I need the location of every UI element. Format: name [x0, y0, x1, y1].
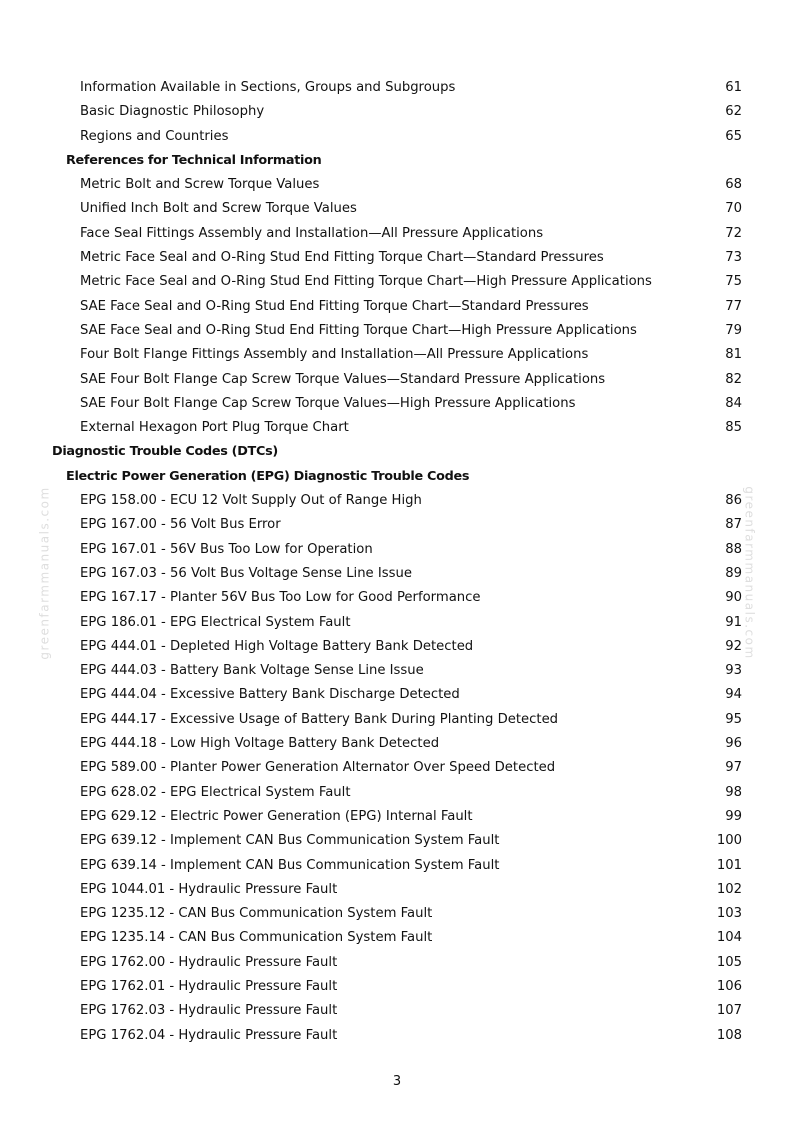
toc-entry-page-number: 98: [725, 784, 742, 800]
toc-entry-title: SAE Face Seal and O-Ring Stud End Fitting Torque Chart—Standard Pressures: [80, 298, 589, 314]
toc-entry[interactable]: [0, 902, 794, 926]
toc-section-heading[interactable]: [0, 465, 794, 489]
toc-entry[interactable]: [0, 392, 794, 416]
toc-entry[interactable]: [0, 197, 794, 221]
toc-entry-title: Electric Power Generation (EPG) Diagnostic Trouble Codes: [66, 468, 470, 484]
toc-entry-page-number: 99: [725, 808, 742, 824]
toc-entry[interactable]: [0, 538, 794, 562]
toc-entry-page-number: 94: [725, 687, 742, 703]
toc-entry[interactable]: [0, 173, 794, 197]
toc-entry-title: EPG 639.14 - Implement CAN Bus Communication System Fault: [80, 857, 500, 873]
toc-entry[interactable]: [0, 659, 794, 683]
toc-entry-page-number: 100: [716, 833, 742, 849]
toc-entry-page-number: 97: [725, 760, 742, 776]
toc-entry-page-number: 72: [725, 225, 742, 241]
toc-entry-title: EPG 1044.01 - Hydraulic Pressure Fault: [80, 881, 338, 897]
toc-entry-title: References for Technical Information: [66, 152, 322, 168]
toc-entry-title: EPG 1762.00 - Hydraulic Pressure Fault: [80, 954, 338, 970]
toc-entry-page-number: 108: [716, 1027, 742, 1043]
toc-entry-page-number: 102: [716, 881, 742, 897]
toc-entry-title: EPG 444.18 - Low High Voltage Battery Bank Detected: [80, 736, 440, 752]
toc-entry[interactable]: [0, 829, 794, 853]
toc-entry-page-number: 77: [725, 298, 742, 314]
toc-entry-title: External Hexagon Port Plug Torque Chart: [80, 420, 349, 436]
toc-entry[interactable]: [0, 416, 794, 440]
toc-entry[interactable]: [0, 489, 794, 513]
toc-entry-title: Basic Diagnostic Philosophy: [80, 104, 265, 120]
toc-entry-page-number: 106: [716, 978, 742, 994]
toc-entry-title: EPG 167.00 - 56 Volt Bus Error: [80, 517, 281, 533]
toc-entry-page-number: 91: [725, 614, 742, 630]
toc-entry-title: EPG 1762.03 - Hydraulic Pressure Fault: [80, 1003, 338, 1019]
toc-entry[interactable]: [0, 732, 794, 756]
toc-entry-page-number: 73: [725, 250, 742, 266]
toc-entry-title: SAE Four Bolt Flange Cap Screw Torque Values—Standard Pressure Applications: [80, 371, 606, 387]
toc-entry-page-number: 70: [725, 201, 742, 217]
toc-entry-page-number: 81: [725, 347, 742, 363]
toc-entry-page-number: 90: [725, 590, 742, 606]
toc-entry[interactable]: [0, 999, 794, 1023]
toc-entry-title: EPG 1235.12 - CAN Bus Communication System Fault: [80, 906, 433, 922]
toc-entry-title: EPG 167.03 - 56 Volt Bus Voltage Sense Line Issue: [80, 565, 412, 581]
toc-entry-title: Metric Face Seal and O-Ring Stud End Fitting Torque Chart—High Pressure Applications: [80, 274, 652, 290]
toc-entry[interactable]: [0, 319, 794, 343]
toc-entry-title: EPG 167.01 - 56V Bus Too Low for Operation: [80, 541, 373, 557]
toc-entry-title: EPG 1762.01 - Hydraulic Pressure Fault: [80, 978, 338, 994]
toc-entry-title: Metric Face Seal and O-Ring Stud End Fitting Torque Chart—Standard Pressures: [80, 250, 604, 266]
watermark-left: greenfarmmanuals.com: [37, 486, 52, 660]
toc-entry-page-number: 95: [725, 711, 742, 727]
toc-entry-title: EPG 444.04 - Excessive Battery Bank Discharge Detected: [80, 687, 460, 703]
toc-entry-title: SAE Face Seal and O-Ring Stud End Fitting Torque Chart—High Pressure Applications: [80, 322, 637, 338]
toc-entry-title: Face Seal Fittings Assembly and Installation—All Pressure Applications: [80, 225, 544, 241]
toc-entry-title: EPG 444.17 - Excessive Usage of Battery Bank During Planting Detected: [80, 711, 559, 727]
toc-entry[interactable]: [0, 781, 794, 805]
toc-section-heading[interactable]: [0, 440, 794, 464]
toc-entry-title: EPG 444.01 - Depleted High Voltage Battery Bank Detected: [80, 638, 474, 654]
toc-entry-page-number: 92: [725, 638, 742, 654]
toc-entry[interactable]: [0, 586, 794, 610]
toc-entry-page-number: 89: [725, 565, 742, 581]
toc-entry-title: EPG 589.00 - Planter Power Generation Alternator Over Speed Detected: [80, 760, 556, 776]
toc-entry-title: Regions and Countries: [80, 128, 229, 144]
toc-entry[interactable]: [0, 513, 794, 537]
toc-entry-page-number: 107: [716, 1003, 742, 1019]
toc-entry[interactable]: [0, 343, 794, 367]
toc-entry[interactable]: [0, 805, 794, 829]
toc-entry-page-number: 103: [716, 906, 742, 922]
toc-entry-title: EPG 628.02 - EPG Electrical System Fault: [80, 784, 351, 800]
toc-entry-page-number: 62: [725, 104, 742, 120]
toc-entry[interactable]: [0, 926, 794, 950]
toc-entry-page-number: 79: [725, 322, 742, 338]
toc-entry-page-number: 85: [725, 420, 742, 436]
toc-entry[interactable]: [0, 100, 794, 124]
toc-entry[interactable]: [0, 878, 794, 902]
toc-entry-title: EPG 186.01 - EPG Electrical System Fault: [80, 614, 351, 630]
toc-entry[interactable]: [0, 125, 794, 149]
toc-entry-page-number: 68: [725, 177, 742, 193]
toc-entry-title: Metric Bolt and Screw Torque Values: [80, 177, 320, 193]
toc-entry-page-number: 96: [725, 736, 742, 752]
toc-entry[interactable]: [0, 756, 794, 780]
toc-entry-title: EPG 629.12 - Electric Power Generation (EPG) Internal Fault: [80, 808, 473, 824]
table-of-contents: [0, 76, 794, 1048]
toc-entry[interactable]: [0, 76, 794, 100]
toc-section-heading[interactable]: [0, 149, 794, 173]
toc-entry-page-number: 82: [725, 371, 742, 387]
toc-entry-title: Diagnostic Trouble Codes (DTCs): [52, 444, 278, 460]
toc-entry-page-number: 86: [725, 493, 742, 509]
toc-entry-page-number: 104: [716, 930, 742, 946]
toc-entry-page-number: 88: [725, 541, 742, 557]
toc-entry-title: SAE Four Bolt Flange Cap Screw Torque Values—High Pressure Applications: [80, 395, 576, 411]
toc-entry-page-number: 93: [725, 663, 742, 679]
toc-entry-title: EPG 1235.14 - CAN Bus Communication System Fault: [80, 930, 433, 946]
toc-entry-page-number: 65: [725, 128, 742, 144]
toc-entry[interactable]: [0, 246, 794, 270]
toc-entry[interactable]: [0, 683, 794, 707]
toc-entry[interactable]: [0, 635, 794, 659]
toc-entry[interactable]: [0, 222, 794, 246]
toc-entry-title: Unified Inch Bolt and Screw Torque Values: [80, 201, 357, 217]
toc-entry-page-number: 87: [725, 517, 742, 533]
toc-entry[interactable]: [0, 368, 794, 392]
toc-entry-title: EPG 167.17 - Planter 56V Bus Too Low for Good Performance: [80, 590, 481, 606]
toc-entry-title: EPG 1762.04 - Hydraulic Pressure Fault: [80, 1027, 338, 1043]
toc-entry[interactable]: [0, 975, 794, 999]
toc-entry-title: Information Available in Sections, Groups and Subgroups: [80, 80, 456, 95]
toc-entry[interactable]: [0, 854, 794, 878]
toc-entry-title: Four Bolt Flange Fittings Assembly and Installation—All Pressure Applications: [80, 347, 589, 363]
toc-entry-page-number: 105: [716, 954, 742, 970]
toc-entry-page-number: 75: [725, 274, 742, 290]
toc-entry[interactable]: [0, 951, 794, 975]
toc-entry[interactable]: [0, 708, 794, 732]
toc-entry-page-number: 101: [716, 857, 742, 873]
toc-entry-title: EPG 158.00 - ECU 12 Volt Supply Out of Range High: [80, 493, 422, 509]
watermark-right: greenfarmmanuals.com: [742, 486, 757, 660]
toc-entry[interactable]: [0, 1024, 794, 1048]
toc-entry-page-number: 61: [725, 80, 742, 95]
toc-entry[interactable]: [0, 270, 794, 294]
toc-entry[interactable]: [0, 562, 794, 586]
toc-entry-page-number: 84: [725, 395, 742, 411]
toc-entry[interactable]: [0, 295, 794, 319]
toc-entry-title: EPG 444.03 - Battery Bank Voltage Sense Line Issue: [80, 663, 424, 679]
page-number: 3: [392, 1074, 402, 1089]
toc-entry-title: EPG 639.12 - Implement CAN Bus Communication System Fault: [80, 833, 500, 849]
toc-entry[interactable]: [0, 611, 794, 635]
